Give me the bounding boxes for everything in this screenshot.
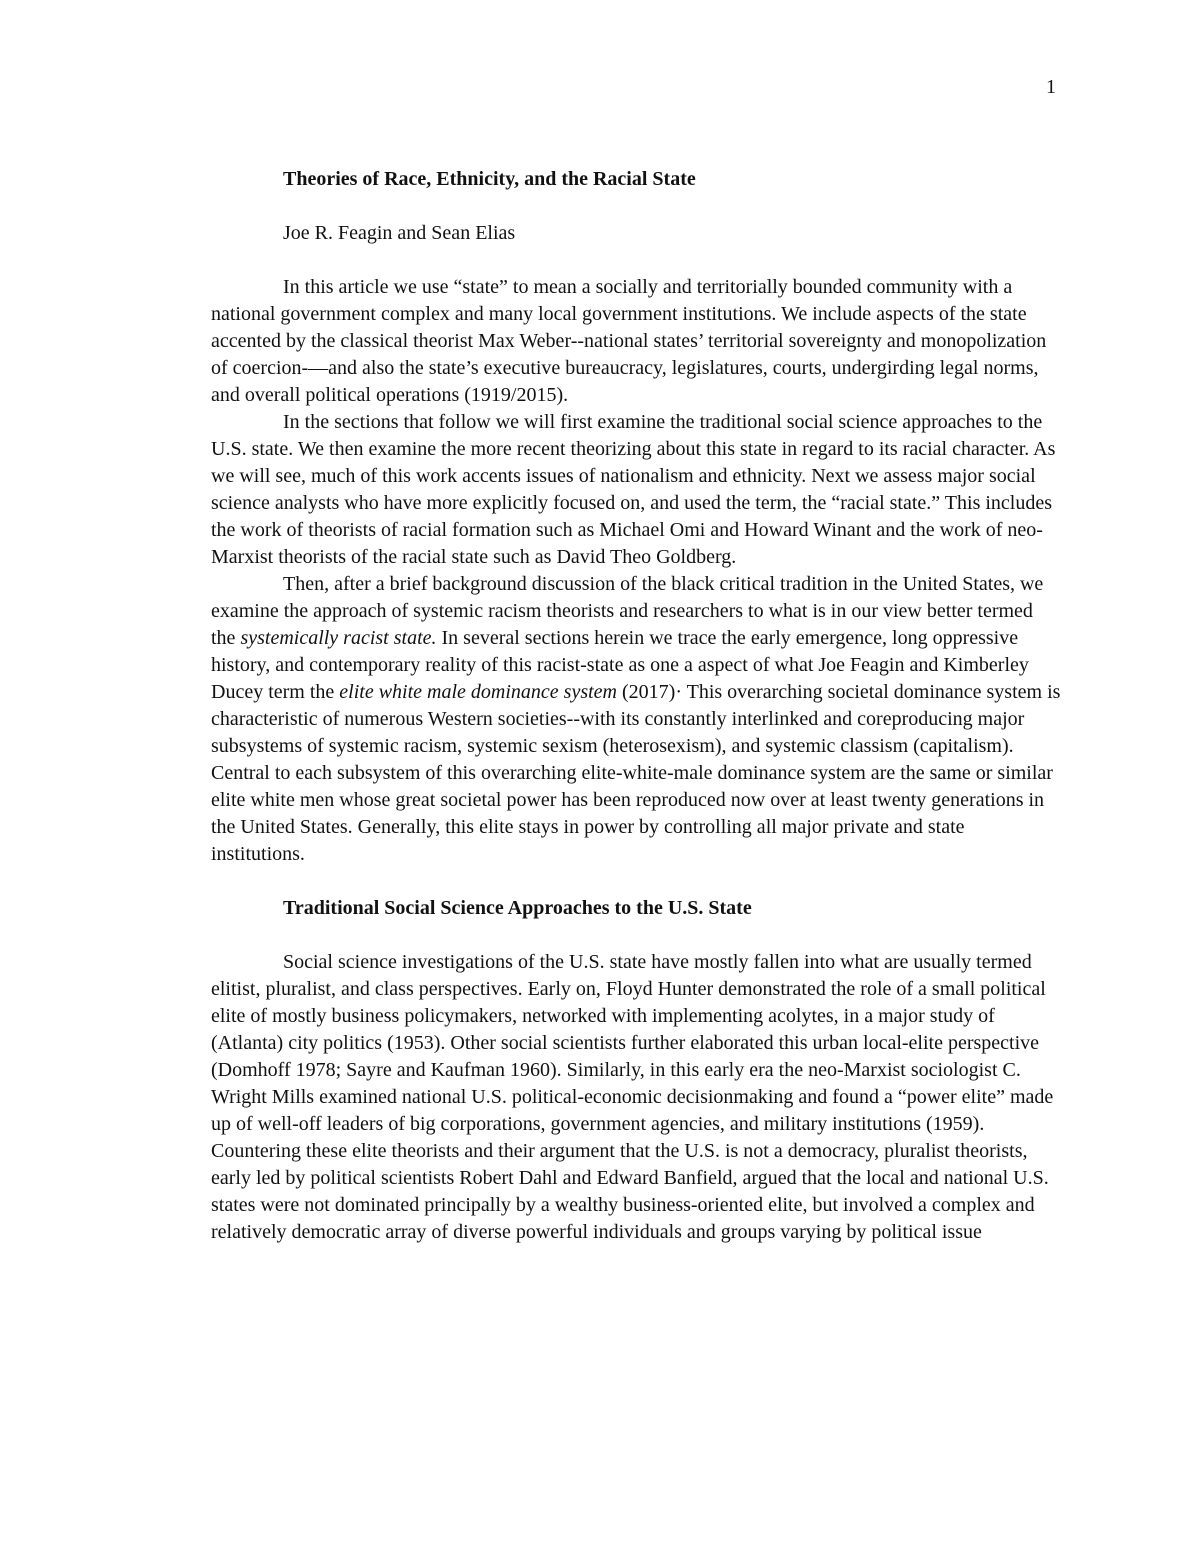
page-number: 1: [1046, 76, 1056, 98]
body-paragraph: Social science investigations of the U.S. state have mostly fallen into what are usually termed elitist, pluralist, and class perspectives. Early on, Floyd Hunter demonstrated the role of a small political elite of mostly business policymakers, networked with implementing acolytes, in a major study of (Atlanta) city politics (1953). Other social scientists further elaborated this urban local-elite perspective (Domhoff 1978; Sayre and Kaufman 1960). Similarly, in this early era the neo-Marxist sociologist C. Wright Mills examined national U.S. political-economic decisionmaking and found a “power elite” made up of well-off leaders of big corporations, government agencies, and military institutions (1959). Countering these elite theorists and their argument that the U.S. is not a democracy, pluralist theorists, early led by political scientists Robert Dahl and Edward Banfield, argued that the local and national U.S. states were not dominated principally by a wealthy business-oriented elite, but involved a complex and relatively democratic array of diverse powerful individuals and groups varying by political issue: [211, 951, 1054, 1243]
body-paragraph: In this article we use “state” to mean a socially and territorially bounded community with a national government complex and many local government institutions. We include aspects of the state accented by the classical theorist Max Weber--national states’ territorial sovereignty and monopolization of coercion-—and also the state’s executive bureaucracy, legislatures, courts, undergirding legal norms, and overall political operations (1919/2015).: [211, 276, 1047, 406]
paragraph-text: (2017)· This overarching societal dominance system is characteristic of numerous Western societies--with its constantly interlinked and coreproducing major subsystems of systemic racism, systemic sexism (heterosexism), and systemic classism (capitalism). Central to each subsystem of this overarching elite-white-male dominance system are the same or similar elite white men whose great societal power has been reproduced now over at least twenty generations in the United States. Generally, this elite stays in power by controlling all major private and state institutions.: [211, 681, 1061, 865]
italic-term: systemically racist state.: [240, 627, 437, 649]
paragraph-text: Then, after a brief background discussion of the black critical tradition in the United States, we examine the approach of systemic racism theorists and researchers to what is in our view better termed the: [211, 573, 1044, 649]
body-paragraph: [211, 571, 1061, 868]
document-body: [211, 166, 1061, 1246]
article-authors: Joe R. Feagin and Sean Elias: [283, 222, 516, 244]
section-heading: Traditional Social Science Approaches to the U.S. State: [283, 897, 752, 919]
italic-term: elite white male dominance system: [339, 681, 617, 703]
body-paragraph: In the sections that follow we will first examine the traditional social science approaches to the U.S. state. We then examine the more recent theorizing about this state in regard to its racial character. As we will see, much of this work accents issues of nationalism and ethnicity. Next we assess major social science analysts who have more explicitly focused on, and used the term, the “racial state.” This includes the work of theorists of racial formation such as Michael Omi and Howard Winant and the work of neo-Marxist theorists of the racial state such as David Theo Goldberg.: [211, 411, 1056, 568]
article-title: Theories of Race, Ethnicity, and the Racial State: [283, 168, 696, 190]
paragraph-text: In several sections herein we trace the early emergence, long oppressive history, and contemporary reality of this racist-state as one a aspect of what Joe Feagin and Kimberley Ducey term the: [211, 627, 1029, 703]
